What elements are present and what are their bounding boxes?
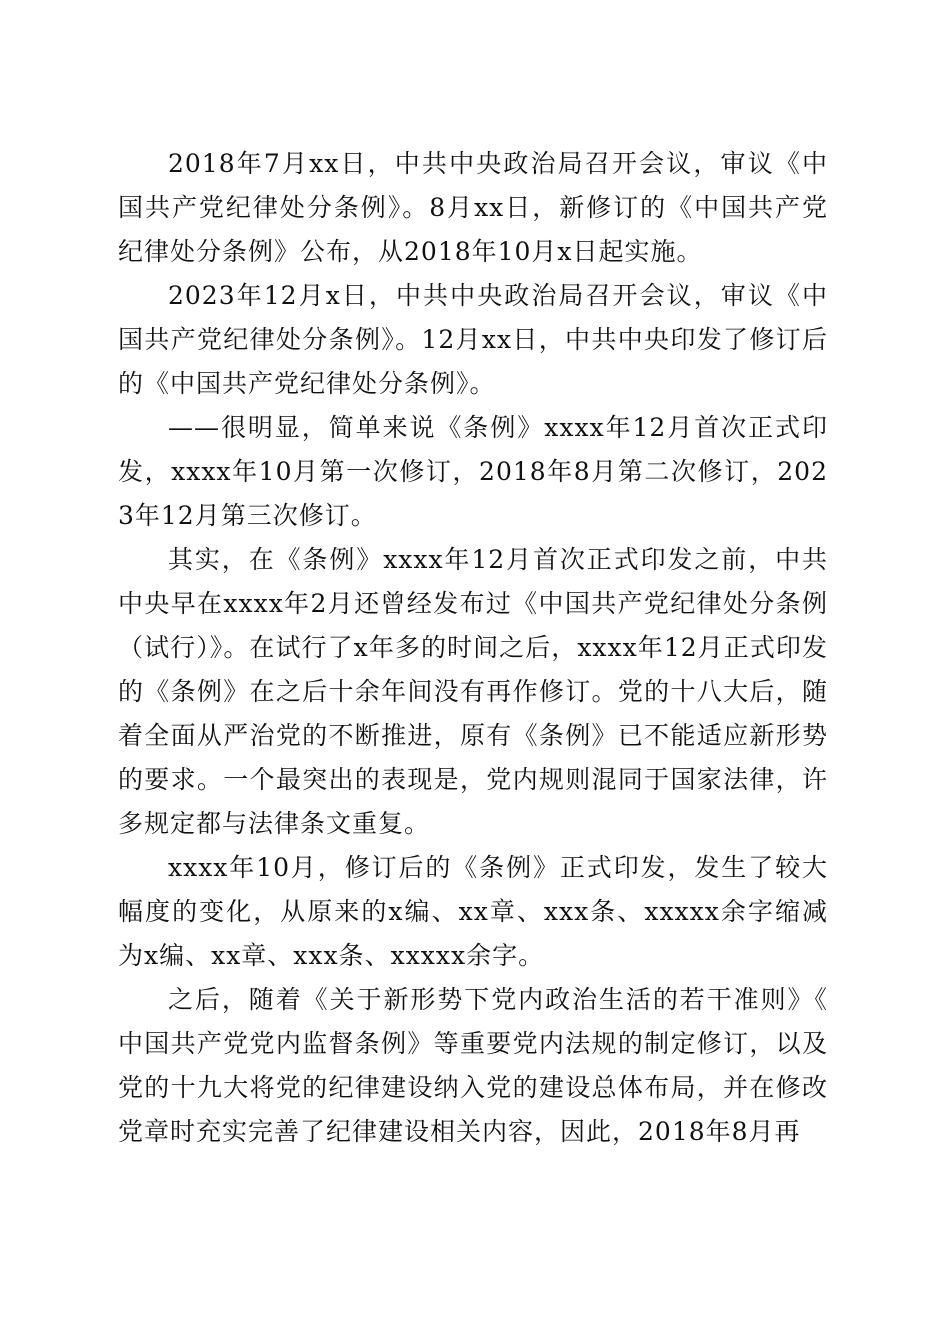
paragraph-1: 2018年7月xx日，中共中央政治局召开会议，审议《中国共产党纪律处分条例》。8月xx日，新修订的《中国共产党纪律处分条例》公布，从2018年10月x日起实施。: [118, 149, 828, 266]
paragraph-4: 其实，在《条例》xxxx年12月首次正式印发之前，中共中央早在xxxx年2月还曾经发布过《中国共产党纪律处分条例（试行）》。在试行了x年多的时间之后，xxxx年12月正式印发的《条例》在之后十余年间没有再作修订。党的十八大后，随着全面从严治党的不断推进，原有《条例》已不能适应新形势的要求。一个最突出的表现是，党内规则混同于国家法律，许多规定都与法律条文重复。: [118, 545, 828, 838]
document-body: [118, 142, 828, 1154]
paragraph-2: 2023年12月x日，中共中央政治局召开会议，审议《中国共产党纪律处分条例》。12月xx日，中共中央印发了修订后的《中国共产党纪律处分条例》。: [118, 281, 828, 398]
paragraph-6: 之后，随着《关于新形势下党内政治生活的若干准则》《中国共产党党内监督条例》等重要党内法规的制定修订，以及党的十九大将党的纪律建设纳入党的建设总体布局，并在修改党章时充实完善了纪律建设相关内容，因此，2018年8月再: [118, 985, 828, 1146]
paragraph-5: xxxx年10月，修订后的《条例》正式印发，发生了较大幅度的变化，从原来的x编、xx章、xxx条、xxxxx余字缩减为x编、xx章、xxx条、xxxxx余字。: [118, 853, 828, 970]
paragraph-3: ——很明显，简单来说《条例》xxxx年12月首次正式印发，xxxx年10月第一次修订，2018年8月第二次修订，2023年12月第三次修订。: [118, 413, 828, 530]
